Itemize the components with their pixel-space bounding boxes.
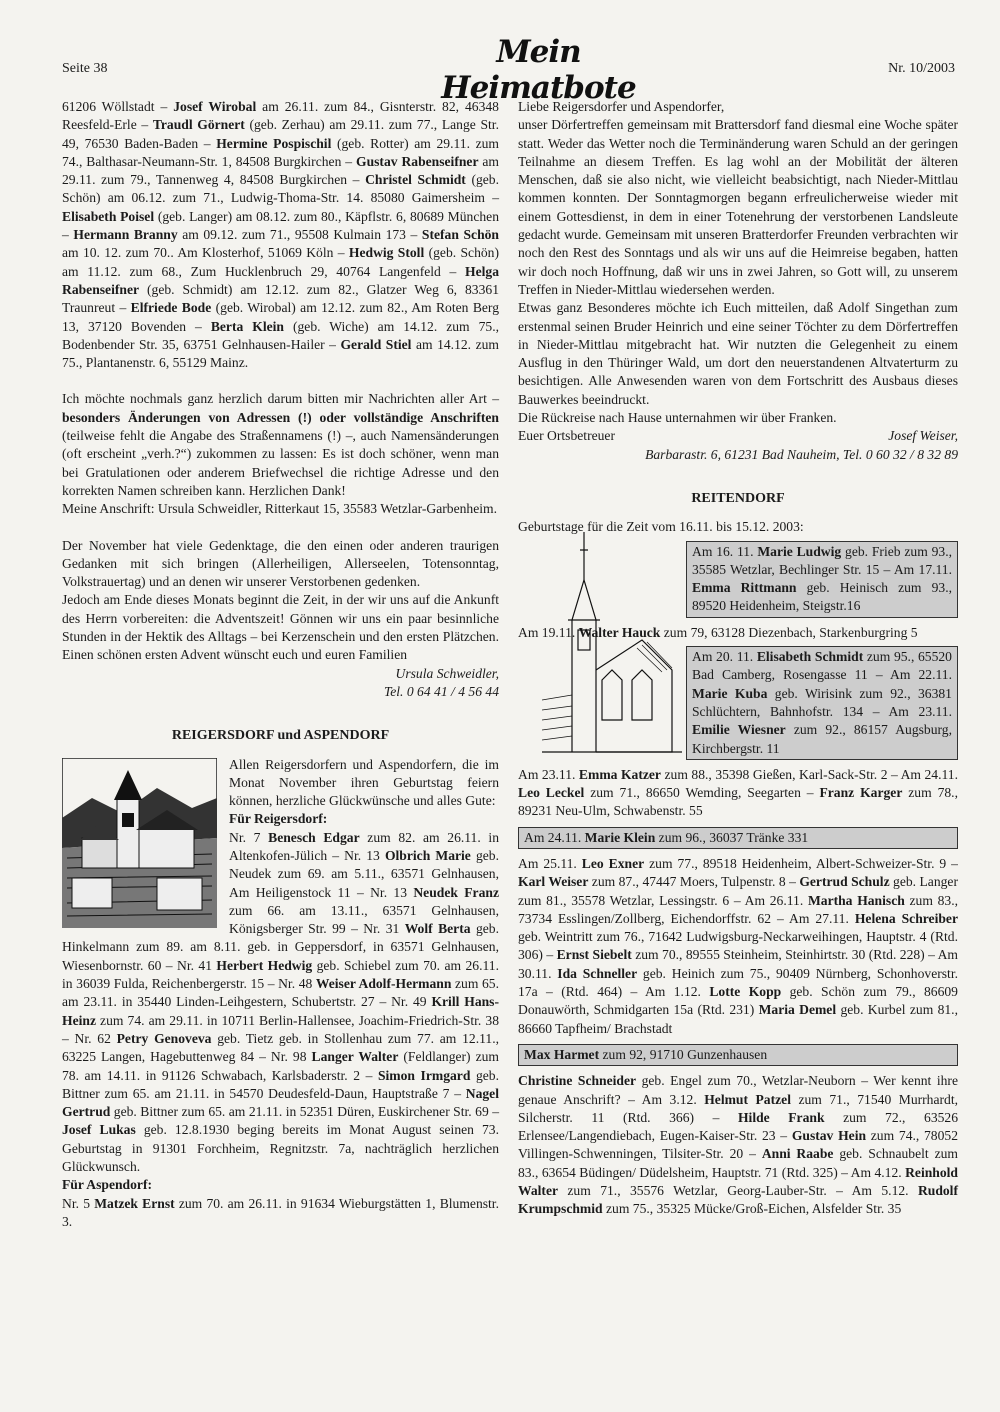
signature-address: Barbarastr. 6, 61231 Bad Nauheim, Tel. 0 60 32 / 8 32 89	[645, 446, 958, 462]
person-name: Langer Walter	[311, 1049, 399, 1065]
person-name: Hermann Branny	[73, 227, 178, 243]
person-name: Gerald Stiel	[340, 336, 412, 352]
person-name: Martha Hanisch	[807, 892, 905, 908]
left-column	[62, 98, 499, 1231]
person-name: Wolf Berta	[404, 921, 471, 937]
letter-signature	[518, 427, 958, 445]
birthday-plain-1: Am 19.11. Walter Hauck zum 79, 63128 Diezenbach, Starkenburgring 5	[518, 624, 918, 640]
person-name: Max Harmet	[524, 1046, 600, 1062]
person-name: Hilde Frank	[737, 1109, 825, 1125]
person-name: Helga Rabenseifner	[62, 263, 499, 297]
person-name: Nagel Gertrud	[62, 1085, 499, 1120]
person-name: besonders Änderungen von Adressen (!) oder vollständige Anschriften	[62, 409, 499, 425]
letter-paragraph-3: Die Rückreise nach Hause unternahmen wir über Franken.	[518, 410, 837, 426]
person-name: Krill Hans-Heinz	[62, 994, 499, 1028]
page-number: Seite 38	[62, 61, 108, 76]
person-name: Karl Weiser	[518, 874, 589, 890]
person-name: Leo Leckel	[518, 785, 585, 801]
subtitle-aspendorf: Für Aspendorf:	[62, 1177, 153, 1193]
person-name: Rudolf Krumpschmid	[518, 1183, 958, 1217]
person-name: Elisabeth Schmidt	[756, 649, 864, 665]
person-name: Herbert Hedwig	[216, 957, 313, 973]
person-name: Franz Karger	[819, 785, 903, 801]
person-name: Elfriede Bode	[130, 300, 212, 316]
birthday-plain-3: Am 25.11. Leo Exner zum 77., 89518 Heidenheim, Albert-Schweizer-Str. 9 – Karl Weiser zum 87., 47447 Moers, Tulpenstr. 8 – Gertrud Schulz geb. Langer zum 81., 35578 Wetzlar, Lessingstr. 6 – Am 26.11. Martha Hanisch zum 83., 73734 Esslingen/Zollberg, Eichendorffstr. 62 – Am 27.11. Helena Schreiber geb. Weintritt zum 76., 71642 Ludwigsburg-Neckarweihingen, Hauptstr. 4 (Rtd. 306) – Ernst Siebelt zum 70., 89555 Steinheim, Steinhirtstr. 30 (Rtd. 228) – Am 30.11. Ida Schneller geb. Heinich zum 75., 90409 Nürnberg, Schonhoverstr. 17a – (Rtd. 464) – Am 1.12. Lotte Kopp geb. Schön zum 79., 86609 Donauwörth, Schmidgarten 15a (Rtd. 231) Maria Demel geb. Kurbel zum 81., 86660 Tapfheim/ Brachstadt	[518, 855, 959, 1036]
person-name: Elisabeth Poisel	[62, 208, 155, 224]
letter-paragraph-2: Etwas ganz Besonderes möchte ich Euch mitteilen, daß Adolf Singethan zum erstenmal seinen Bruder Heinrich und eine seiner Töchter zu dem Dörfertreffen in Nieder-Mittlau mitgebracht hat. Wir nutzten die Gelegenheit zu einem Ausflug in den Thüringer Wald, um dort den neuerstandenen Altvaterturm zu besichtigen. Alle Anwesenden waren von dem Fortschritt des Ausbaus dieses Bauwerkes beeindruckt.	[518, 300, 958, 407]
reigersdorf-birthdays: Nr. 7 Benesch Edgar zum 82. am 26.11. in Altenkofen-Jülich – Nr. 13 Olbrich Marie geb. Neudek zum 69. am 5.11., 63571 Gelnhausen, Am Heiligenstock 11 – Nr. 13 Neudek Franz zum 66. am 13.11., 63571 Gelnhausen, Königsberger Str. 99 – Nr. 31 Wolf Berta geb. Hinkelmann zum 89. am 8.11. geb. in Geppersdorf, in 63571 Gelnhausen, Wiesenbornstr. 60 – Nr. 41 Herbert Hedwig geb. Schiebel zum 70. am 26.11. in 36039 Fulda, Reichenbergerstr. 15 – Nr. 48 Weiser Adolf-Hermann zum 65. am 23.11. in 35440 Linden-Leihgestern, Schubertstr. 27 – Nr. 49 Krill Hans-Heinz zum 74. am 29.11. in 10711 Berlin-Hallensee, Joachim-Friedrich-Str. 38 – Nr. 62 Petry Genoveva geb. Tietz geb. in Stollenhau zum 77. am 12.11., 63225 Langen, Hagebuttenweg 84 – Nr. 98 Langer Walter (Feldlanger) zum 78. am 14.11. in 91126 Schwabach, Karlsbaderstr. 2 – Simon Irmgard geb. Bittner zum 65. am 21.11. in 54570 Deudesfeld-Daun, Hauptstraße 7 – Nagel Gertrud geb. Bittner zum 65. am 21.11. in 52351 Düren, Euskirchener Str. 69 – Josef Lukas geb. 12.8.1930 beging bereits im Monat August seinen 73. Geburtstag in 91301 Forchheim, Regnitzstr. 7a, nachträglich herzlichen Glückwunsch.	[62, 829, 499, 1175]
person-name: Reinhold Walter	[518, 1164, 958, 1199]
signature-role: Euer Ortsbetreuer	[518, 428, 615, 444]
person-name: Neudek Franz	[413, 884, 499, 900]
person-name: Ernst Siebelt	[556, 947, 632, 963]
letter-paragraph-1: unser Dörfertreffen gemeinsam mit Brattersdorf fand diesmal eine Woche später statt. Weder das Wetter noch die Terminänderung waren Schuld an der geringen Teilnahme an diesem Treffen. Es lag wohl an der Mobilität der älteren Menschen, daß sie also nicht, wie vielleicht beabsichtigt, nach Nieder-Mittlau kommen konnten. Der Sonntagmorgen begann erfreulicherweise wieder mit einem Gottesdienst, in dem in einer Totenehrung der verstorbenen Landsleute gedacht wurde. Gemeinsam mit unseren Bratterdorfer Freunden verbrachten wir noch den Rest des Sonntags und als wir uns auf die Heimreise begaben, hatten wir doch noch Hoffnung, daß wir uns in zwei Jahren, so Gott will, zu unserem Treffen in Nieder-Mittlau wiedersehen werden.	[518, 117, 958, 297]
person-name: Gustav Rabenseifner	[356, 153, 479, 169]
person-name: Helmut Patzel	[704, 1091, 791, 1107]
reigersdorf-intro: Allen Reigersdorfern und Aspendorfern, die im Monat November ihren Geburtstag feiern können, herzliche Glückwünsche und alles Gute:	[229, 756, 499, 809]
person-name: Petry Genoveva	[116, 1030, 212, 1046]
section-title-reitendorf: REITENDORF	[691, 490, 785, 506]
reitendorf-intro: Geburtstage für die Zeit vom 16.11. bis 15.12. 2003:	[518, 519, 804, 535]
person-name: Leo Exner	[581, 855, 645, 871]
person-name: Josef Wirobal	[173, 99, 257, 114]
signature-tel: Tel. 0 64 41 / 4 56 44	[383, 683, 499, 699]
birthday-box-4: Max Harmet zum 92, 91710 Gunzenhausen	[518, 1044, 958, 1066]
person-name: Gertrud Schulz	[799, 874, 890, 890]
birthday-box-2: Am 20. 11. Elisabeth Schmidt zum 95., 65520 Bad Camberg, Rosengasse 11 – Am 22.11. Marie Kuba geb. Wirisink zum 92., 36381 Schlüchtern, Bahnhofstr. 134 – Am 23.11. Emilie Wiesner zum 92., 86157 Augsburg, Kirchbergstr. 11	[686, 646, 958, 760]
person-name: Anni Raabe	[761, 1146, 834, 1162]
advent-paragraph: Jedoch am Ende dieses Monats beginnt die Zeit, in der wir uns auf die Ankunft des Herrn vorbereiten: die Adventszeit! Gönnen wir uns ein paar besinnliche Stunden in der Hektik des Alltags – bei Kerzenschein und den ersten Plätzchen. Einen schönen ersten Advent wünscht euch und euren Familien	[62, 592, 499, 663]
masthead-logo: Mein Heimatbote	[441, 34, 636, 106]
person-name: Hedwig Stoll	[348, 245, 425, 261]
issue-number: Nr. 10/2003	[888, 61, 955, 76]
person-name: Berta Klein	[210, 318, 284, 334]
person-name: Traudl Görnert	[152, 117, 245, 133]
person-name: Emma Katzer	[578, 766, 661, 782]
person-name: Stefan Schön	[421, 227, 499, 243]
right-column	[518, 98, 958, 1219]
birthday-box-3: Am 24.11. Marie Klein zum 96., 36037 Tränke 331	[518, 827, 958, 849]
person-name: Helena Schreiber	[854, 910, 958, 926]
person-name: Walter Hauck	[578, 624, 661, 640]
church-illustration	[542, 520, 682, 765]
person-name: Maria Demel	[758, 1002, 837, 1018]
page-header	[62, 34, 955, 106]
person-name: Josef Lukas	[62, 1122, 136, 1138]
person-name: Christel Schmidt	[365, 172, 466, 188]
signature-name: Ursula Schweidler,	[395, 665, 499, 681]
person-name: Simon Irmgard	[377, 1067, 471, 1083]
person-name: Emilie Wiesner	[692, 722, 786, 738]
request-paragraph: Ich möchte nochmals ganz herzlich darum bitten mir Nachrichten aller Art – besonders Änderungen von Adressen (!) oder vollständige Anschriften (teilweise fehlt die Angabe des Straßennamens (!) –, auch Namensänderungen (oft erscheint „verh.?“) zukommen zu lassen: Es ist doch schöner, wenn man bei Gratulationen oder anderem Briefwechsel die richtige Adresse und den korrekten Namen schreiben kann. Herzlichen Dank!	[62, 391, 499, 498]
person-name: Weiser Adolf-Hermann	[315, 976, 452, 992]
person-name: Benesch Edgar	[268, 829, 360, 845]
person-name: Matzek Ernst	[94, 1195, 175, 1211]
birthday-box-1: Am 16. 11. Marie Ludwig geb. Frieb zum 93., 35585 Wetzlar, Bechlinger Str. 15 – Am 17.11. Emma Rittmann geb. Heinisch zum 93., 89520 Heidenheim, Steigstr.16	[686, 541, 958, 618]
person-name: Emma Rittmann	[692, 580, 797, 596]
contact-address: Meine Anschrift: Ursula Schweidler, Ritterkaut 15, 35583 Wetzlar-Garbenheim.	[62, 501, 497, 517]
subtitle-reigersdorf: Für Reigersdorf:	[229, 811, 328, 827]
letter-greeting: Liebe Reigersdorfer und Aspendorfer,	[518, 99, 725, 114]
birthday-list-continued: 61206 Wöllstadt – Josef Wirobal am 26.11. zum 84., Gisnterstr. 82, 46348 Reesfeld-Erle – Traudl Görnert (geb. Zerhau) am 29.11. zum 77., Lange Str. 49, 76530 Baden-Baden – Hermine Pospischil (geb. Rotter) am 29.11. zum 74., Balthasar-Neumann-Str. 1, 84508 Burgkirchen – Gustav Rabenseifner am 29.11. zum 79., Tannenweg 4, 84508 Burgkirchen – Christel Schmidt (geb. Schön) am 06.12. zum 71., Ludwig-Thoma-Str. 14. 85080 Gaimersheim – Elisabeth Poisel (geb. Langer) am 08.12. zum 80., Käpflstr. 6, 80689 München – Hermann Branny am 09.12. zum 71., 95508 Kulmain 173 – Stefan Schön am 10. 12. zum 70.. Am Klosterhof, 51069 Köln – Hedwig Stoll (geb. Schön) am 11.12. zum 68., Zum Hucklenbruch 29, 40764 Langenfeld – Helga Rabenseifner (geb. Schmidt) am 12.12. zum 82., Glatzer Weg 6, 83361 Traunreut – Elfriede Bode (geb. Wirobal) am 12.12. zum 82., Am Roten Berg 13, 37120 Bovenden – Berta Klein (geb. Wiche) am 14.12. zum 75., Bodenbender Str. 35, 63751 Gelnhausen-Hailer – Gerald Stiel am 14.12. zum 75., Plantanenstr. 6, 55129 Mainz.	[62, 99, 500, 371]
november-paragraph: Der November hat viele Gedenktage, die den einen oder anderen traurigen Gedanken mit sich bringen (Allerheiligen, Allerseelen, Totensonntag, Volkstrauertag) und an denen wir unserer Verstorbenen gedenken.	[62, 537, 499, 590]
signature-name: Josef Weiser,	[888, 428, 958, 444]
section-title-reigersdorf: REIGERSDORF und ASPENDORF	[171, 728, 390, 744]
aspendorf-birthdays: Nr. 5 Matzek Ernst zum 70. am 26.11. in 91634 Wieburgstätten 1, Blumenstr. 3.	[62, 1195, 499, 1229]
person-name: Marie Ludwig	[757, 543, 842, 559]
person-name: Marie Klein	[584, 829, 656, 845]
person-name: Lotte Kopp	[709, 984, 782, 1000]
person-name: Hermine Pospischil	[216, 135, 332, 151]
person-name: Christine Schneider	[518, 1073, 637, 1089]
birthday-plain-4: Christine Schneider geb. Engel zum 70., Wetzlar-Neuborn – Wer kennt ihre genaue Anschrift? – Am 3.12. Helmut Patzel zum 71., 71540 Murrhardt, Silcherstr. 11 (Rtd. 366) – Hilde Frank zum 72., 63526 Erlensee/Langendiebach, Eugen-Kaiser-Str. 23 – Gustav Hein zum 74., 78052 Villingen-Schwenningen, Tilsiter-Str. 20 – Anni Raabe geb. Schnaubelt zum 83., 63654 Büdingen/ Düdelsheim, Hauptstr. 71 (Rtd. 325) – Am 4.12. Reinhold Walter zum 71., 35576 Wetzlar, Georg-Lauber-Str. – Am 5.12. Rudolf Krumpschmid zum 75., 35325 Mücke/Groß-Eichen, Alsfelder Str. 35	[518, 1073, 959, 1217]
person-name: Gustav Hein	[791, 1128, 867, 1144]
person-name: Marie Kuba	[692, 685, 768, 701]
birthday-plain-2: Am 23.11. Emma Katzer zum 88., 35398 Gießen, Karl-Sack-Str. 2 – Am 24.11. Leo Leckel zum 71., 86650 Wemding, Seegarten – Franz Karger zum 78., 89231 Neu-Ulm, Schwabenstr. 55	[518, 766, 958, 819]
village-illustration	[62, 758, 217, 933]
reitendorf-section	[518, 490, 958, 1219]
person-name: Ida Schneller	[557, 965, 638, 981]
person-name: Olbrich Marie	[384, 847, 471, 863]
